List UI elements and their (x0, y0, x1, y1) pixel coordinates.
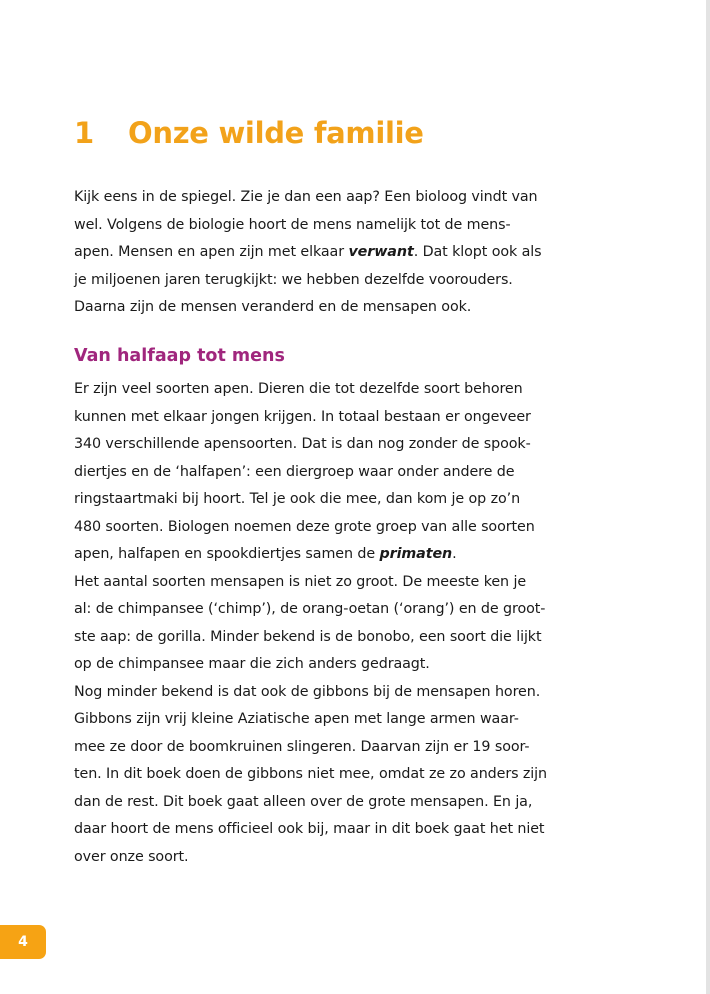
text-line: Het aantal soorten mensapen is niet zo groot. De meeste ken je (74, 573, 527, 590)
chapter-title (74, 116, 424, 150)
text-line: al: de chimpansee (‘chimp’), de orang-oetan (‘orang’) en de groot- (74, 601, 546, 617)
text-line: diertjes en de ‘halfapen’: een diergroep waar onder andere de (74, 463, 515, 480)
text-line: kunnen met elkaar jongen krijgen. In totaal bestaan er ongeveer (74, 408, 531, 425)
intro-paragraph (74, 184, 544, 322)
page-number-tab (0, 925, 46, 959)
chapter-number: 1 (74, 116, 94, 150)
text-line: apen. Mensen en apen zijn met elkaar verwant. Dat klopt ook als (74, 244, 542, 260)
text-line: apen, halfapen en spookdiertjes samen de primaten. (74, 546, 457, 562)
text-line: mee ze door de boomkruinen slingeren. Daarvan zijn er 19 soor- (74, 738, 530, 755)
chapter-title-text: Onze wilde familie (128, 116, 424, 150)
key-term: verwant (348, 244, 414, 260)
page-edge (706, 0, 710, 994)
text-line: 480 soorten. Biologen noemen deze grote groep van alle soorten (74, 518, 535, 535)
key-term: primaten (379, 546, 453, 562)
text-line: dan de rest. Dit boek gaat alleen over de grote mensapen. En ja, (74, 793, 533, 810)
text-line: Gibbons zijn vrij kleine Aziatische apen met lange armen waar- (74, 711, 519, 727)
text-line: Kijk eens in de spiegel. Zie je dan een aap? Een bioloog vindt van (74, 189, 538, 205)
text-line: Nog minder bekend is dat ook de gibbons bij de mensapen horen. (74, 683, 541, 700)
section-heading: Van halfaap tot mens (74, 346, 285, 366)
text-line: ringstaartmaki bij hoort. Tel je ook die mee, dan kom je op zo’n (74, 491, 521, 507)
text-line: Er zijn veel soorten apen. Dieren die tot dezelfde soort behoren (74, 381, 523, 397)
text-line: daar hoort de mens officieel ook bij, maar in dit boek gaat het niet (74, 821, 545, 837)
text-line: je miljoenen jaren terugkijkt: we hebben dezelfde voorouders. (74, 271, 513, 288)
section-body (74, 376, 548, 871)
text-line: wel. Volgens de biologie hoort de mens namelijk tot de mens- (74, 216, 511, 233)
text-line: op de chimpansee maar die zich anders gedraagt. (74, 656, 430, 672)
text-line: Daarna zijn de mensen veranderd en de mensapen ook. (74, 299, 472, 315)
page-number: 4 (18, 934, 28, 950)
text-line: 340 verschillende apensoorten. Dat is dan nog zonder de spook- (74, 436, 531, 452)
text-line: ste aap: de gorilla. Minder bekend is de bonobo, een soort die lijkt (74, 628, 542, 645)
text-line: ten. In dit boek doen de gibbons niet mee, omdat ze zo anders zijn (74, 766, 548, 782)
text-line: over onze soort. (74, 848, 189, 865)
